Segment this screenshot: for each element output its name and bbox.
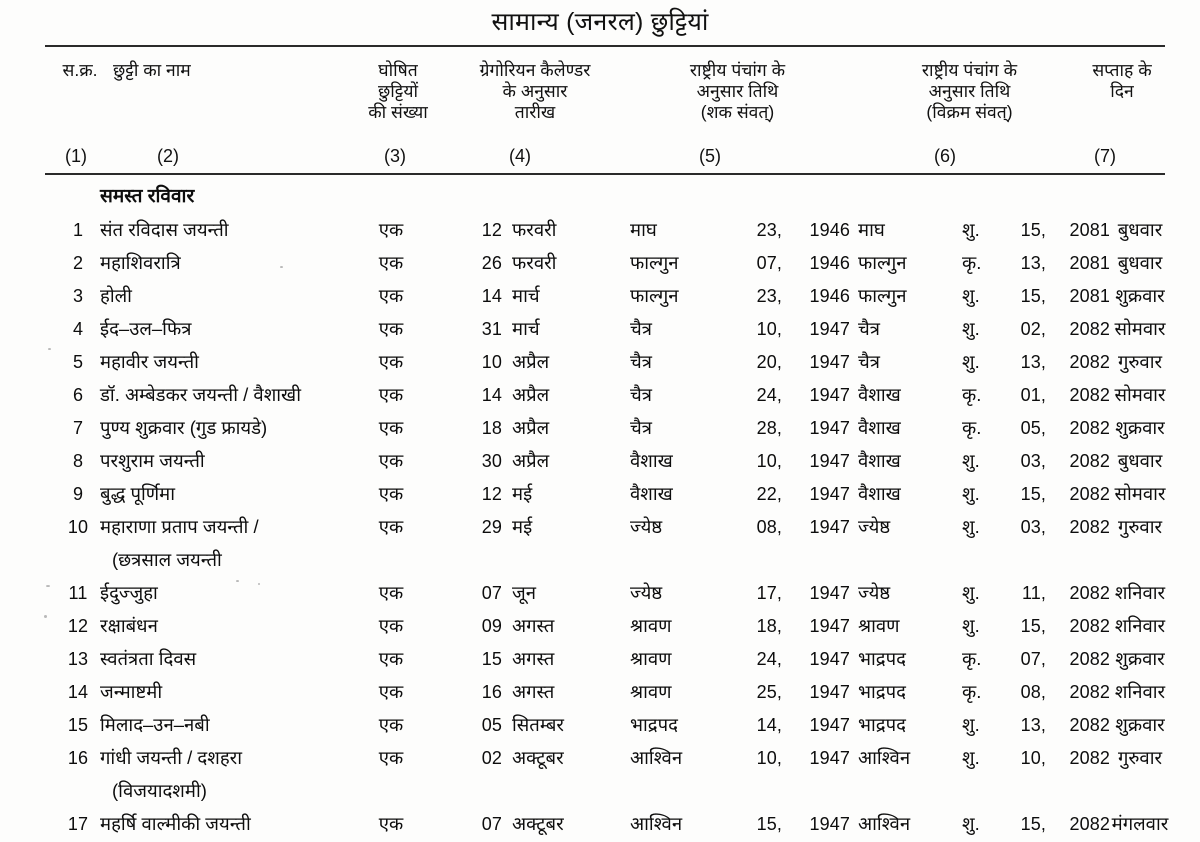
row-vikram-month: माघ [858, 219, 885, 240]
row-shaka-year: 1947 [809, 715, 850, 735]
row-vikram-year: 2082 [1069, 484, 1110, 504]
row-shaka-year: 1947 [809, 748, 850, 768]
row-weekday: मंगलवार [1111, 813, 1169, 834]
table-row [0, 314, 1200, 347]
table-row [0, 215, 1200, 248]
all-sundays-label: समस्त रविवार [100, 186, 195, 207]
row-vikram-month: ज्येष्ठ [858, 516, 891, 537]
row-shaka-month: ज्येष्ठ [630, 516, 663, 537]
row-gregorian-month: अप्रैल [512, 384, 550, 405]
row-shaka-tithi: 10, [756, 451, 782, 471]
row-vikram-year: 2082 [1069, 814, 1110, 834]
table-row [0, 281, 1200, 314]
row-shaka-year: 1947 [809, 385, 850, 405]
row-gregorian-day: 14 [481, 385, 502, 405]
table-row-all-sundays [0, 182, 1200, 215]
row-vikram-tithi: 13, [1020, 715, 1046, 735]
table-row [0, 248, 1200, 281]
row-shaka-year: 1947 [809, 484, 850, 504]
row-gregorian-month: अप्रैल [512, 351, 550, 372]
row-weekday: शनिवार [1114, 681, 1166, 702]
row-weekday: शुक्रवार [1115, 714, 1165, 735]
row-gregorian-day: 05 [481, 715, 502, 735]
row-serial-number: 16 [67, 748, 89, 768]
row-vikram-paksha: कृ. [962, 681, 982, 702]
row-vikram-tithi: 15, [1020, 484, 1046, 504]
row-vikram-month: भाद्रपद [858, 714, 906, 735]
row-serial-number: 4 [72, 319, 84, 339]
row-vikram-paksha: कृ. [962, 252, 982, 273]
column-header-shaka-samvat [630, 60, 845, 123]
column-index-5: (5) [699, 146, 721, 166]
table-row [0, 809, 1200, 842]
row-weekday: शुक्रवार [1115, 648, 1165, 669]
row-declared-count: एक [378, 483, 404, 504]
row-shaka-tithi: 14, [756, 715, 782, 735]
row-vikram-year: 2082 [1069, 352, 1110, 372]
column-header-vikram-samvat [862, 60, 1077, 123]
row-gregorian-day: 02 [481, 748, 502, 768]
row-serial-number: 14 [67, 682, 89, 702]
row-serial-number: 11 [68, 583, 88, 603]
column-header-holiday-name-line1: छुट्टी का नाम [113, 60, 191, 80]
row-gregorian-day: 10 [481, 352, 502, 372]
row-declared-count: एक [378, 252, 404, 273]
row-shaka-year: 1947 [809, 517, 850, 537]
row-shaka-tithi: 10, [756, 748, 782, 768]
row-serial-number: 10 [67, 517, 89, 537]
table-row [0, 347, 1200, 380]
row-vikram-year: 2081 [1069, 286, 1110, 306]
row-vikram-month: श्रावण [858, 615, 900, 636]
row-shaka-tithi: 24, [756, 649, 782, 669]
row-vikram-tithi: 13, [1020, 253, 1046, 273]
row-weekday: बुधवार [1117, 219, 1163, 240]
row-gregorian-month: मई [512, 516, 533, 537]
row-vikram-month: चैत्र [858, 351, 880, 372]
row-gregorian-month: जून [512, 582, 536, 603]
row-shaka-year: 1947 [809, 814, 850, 834]
table-row [0, 611, 1200, 644]
table-row [0, 644, 1200, 677]
row-shaka-tithi: 28, [756, 418, 782, 438]
table-row [0, 479, 1200, 512]
column-index-3: (3) [384, 146, 406, 166]
row-gregorian-month: अप्रैल [512, 417, 550, 438]
row-shaka-year: 1947 [809, 319, 850, 339]
row-holiday-name: संत रविदास जयन्ती [100, 219, 229, 240]
row-shaka-month: श्रावण [630, 648, 672, 669]
row-shaka-month: आश्विन [630, 747, 683, 768]
row-vikram-month: आश्विन [858, 747, 911, 768]
row-vikram-paksha: शु. [962, 615, 980, 636]
column-index-6: (6) [934, 146, 956, 166]
row-declared-count: एक [378, 813, 404, 834]
row-gregorian-day: 31 [481, 319, 502, 339]
row-declared-count: एक [378, 615, 404, 636]
row-gregorian-day: 15 [481, 649, 502, 669]
column-header-holiday-name [113, 60, 333, 81]
row-vikram-paksha: शु. [962, 747, 980, 768]
table-row [0, 710, 1200, 743]
row-vikram-tithi: 10, [1020, 748, 1046, 768]
row-gregorian-month: अगस्त [512, 615, 555, 636]
row-gregorian-month: अगस्त [512, 681, 555, 702]
row-declared-count: एक [378, 417, 404, 438]
row-shaka-month: भाद्रपद [630, 714, 678, 735]
row-declared-count: एक [378, 714, 404, 735]
row-shaka-tithi: 24, [756, 385, 782, 405]
row-serial-number: 12 [67, 616, 89, 636]
row-gregorian-day: 29 [481, 517, 502, 537]
row-vikram-tithi: 03, [1020, 517, 1046, 537]
row-vikram-tithi: 01, [1020, 385, 1046, 405]
row-shaka-tithi: 15, [756, 814, 782, 834]
table-row-continuation [0, 545, 1200, 578]
row-vikram-tithi: 11, [1022, 583, 1046, 603]
table-row-continuation [0, 776, 1200, 809]
row-weekday: सोमवार [1114, 483, 1166, 504]
row-gregorian-day: 07 [481, 814, 502, 834]
row-weekday: शुक्रवार [1115, 285, 1165, 306]
row-gregorian-day: 26 [481, 253, 502, 273]
column-header-gregorian-line3: तारीख [514, 102, 556, 122]
table-body [0, 182, 1200, 842]
row-serial-number: 15 [67, 715, 89, 735]
row-vikram-tithi: 08, [1020, 682, 1046, 702]
column-header-weekday-line1: सप्ताह के [1092, 60, 1152, 80]
row-shaka-tithi: 10, [756, 319, 782, 339]
row-weekday: शनिवार [1114, 582, 1166, 603]
row-vikram-tithi: 02, [1020, 319, 1046, 339]
row-gregorian-month: अक्टूबर [512, 813, 564, 834]
table-row [0, 413, 1200, 446]
page-title: सामान्य (जनरल) छुट्टियां [491, 8, 709, 36]
row-gregorian-month: सितम्बर [512, 714, 564, 735]
row-weekday: गुरुवार [1117, 747, 1163, 768]
row-vikram-month: वैशाख [858, 483, 901, 504]
row-serial-number: 5 [72, 352, 84, 372]
row-declared-count: एक [378, 219, 404, 240]
row-serial-number: 13 [67, 649, 89, 669]
row-serial-number: 8 [72, 451, 84, 471]
row-declared-count: एक [378, 450, 404, 471]
column-index-4: (4) [509, 146, 531, 166]
row-shaka-month: वैशाख [630, 450, 673, 471]
row-vikram-month: ज्येष्ठ [858, 582, 891, 603]
row-vikram-month: फाल्गुन [858, 252, 907, 273]
row-gregorian-day: 09 [481, 616, 502, 636]
row-weekday: बुधवार [1117, 252, 1163, 273]
row-holiday-name: महाराणा प्रताप जयन्ती / [100, 516, 259, 537]
row-vikram-year: 2082 [1069, 715, 1110, 735]
row-vikram-tithi: 13, [1020, 352, 1046, 372]
row-vikram-year: 2082 [1069, 616, 1110, 636]
table-top-rule [45, 45, 1165, 47]
row-shaka-year: 1947 [809, 583, 850, 603]
row-vikram-month: वैशाख [858, 417, 901, 438]
table-header-rule [45, 173, 1165, 175]
row-vikram-year: 2082 [1069, 319, 1110, 339]
row-vikram-paksha: शु. [962, 813, 980, 834]
row-holiday-name: डॉ. अम्बेडकर जयन्ती / वैशाखी [100, 384, 301, 405]
row-shaka-month: वैशाख [630, 483, 673, 504]
row-shaka-tithi: 08, [756, 517, 782, 537]
row-serial-number: 3 [72, 286, 84, 306]
row-holiday-name-continued: (छत्रसाल जयन्ती [112, 549, 222, 570]
row-vikram-year: 2082 [1069, 682, 1110, 702]
row-vikram-month: वैशाख [858, 450, 901, 471]
column-header-serial [50, 60, 110, 81]
column-header-shaka-line3: (शक संवत्) [700, 102, 775, 122]
row-weekday: शुक्रवार [1115, 417, 1165, 438]
row-declared-count: एक [378, 681, 404, 702]
row-vikram-year: 2082 [1069, 418, 1110, 438]
row-holiday-name: महर्षि वाल्मीकी जयन्ती [100, 813, 251, 834]
column-index-1: (1) [65, 146, 87, 166]
row-vikram-tithi: 15, [1020, 616, 1046, 636]
row-shaka-month: फाल्गुन [630, 285, 679, 306]
column-header-gregorian-line1: ग्रेगोरियन कैलेण्डर [479, 60, 591, 80]
row-shaka-month: श्रावण [630, 615, 672, 636]
column-header-weekday [1068, 60, 1176, 102]
row-vikram-paksha: शु. [962, 516, 980, 537]
column-header-gregorian-line2: के अनुसार [502, 81, 568, 101]
row-weekday: गुरुवार [1117, 351, 1163, 372]
row-vikram-paksha: कृ. [962, 648, 982, 669]
row-holiday-name: परशुराम जयन्ती [100, 450, 205, 471]
row-vikram-year: 2082 [1069, 451, 1110, 471]
row-vikram-year: 2082 [1069, 649, 1110, 669]
column-header-vikram-line1: राष्ट्रीय पंचांग के [921, 60, 1018, 80]
row-vikram-month: फाल्गुन [858, 285, 907, 306]
row-vikram-year: 2082 [1069, 385, 1110, 405]
row-gregorian-day: 16 [481, 682, 502, 702]
row-serial-number: 17 [67, 814, 89, 834]
column-header-count-line3: की संख्या [368, 102, 428, 122]
row-holiday-name: ईदुज्जुहा [100, 582, 158, 603]
row-gregorian-month: मार्च [512, 318, 540, 339]
row-holiday-name: रक्षाबंधन [100, 615, 158, 636]
table-row [0, 578, 1200, 611]
column-index-7: (7) [1094, 146, 1116, 166]
row-gregorian-month: फरवरी [512, 219, 557, 240]
row-holiday-name: मिलाद–उन–नबी [100, 714, 210, 735]
row-shaka-year: 1946 [809, 286, 850, 306]
table-row [0, 446, 1200, 479]
row-gregorian-day: 30 [481, 451, 502, 471]
column-header-shaka-line1: राष्ट्रीय पंचांग के [689, 60, 786, 80]
column-index-2: (2) [157, 146, 179, 166]
row-weekday: शनिवार [1114, 615, 1166, 636]
row-vikram-month: भाद्रपद [858, 681, 906, 702]
row-holiday-name: पुण्य शुक्रवार (गुड फ्रायडे) [100, 417, 268, 438]
row-vikram-paksha: शु. [962, 318, 980, 339]
row-gregorian-month: अगस्त [512, 648, 555, 669]
row-declared-count: एक [378, 285, 404, 306]
table-row [0, 743, 1200, 776]
row-vikram-year: 2081 [1069, 253, 1110, 273]
row-shaka-month: चैत्र [630, 384, 652, 405]
column-header-weekday-line2: दिन [1110, 81, 1134, 101]
row-holiday-name: महाशिवरात्रि [100, 252, 181, 273]
row-gregorian-month: मार्च [512, 285, 540, 306]
row-vikram-tithi: 07, [1020, 649, 1046, 669]
table-row [0, 677, 1200, 710]
row-vikram-paksha: शु. [962, 714, 980, 735]
row-vikram-paksha: शु. [962, 450, 980, 471]
row-declared-count: एक [378, 648, 404, 669]
row-holiday-name: बुद्ध पूर्णिमा [100, 483, 176, 504]
row-shaka-month: चैत्र [630, 351, 652, 372]
row-holiday-name-continued: (विजयादशमी) [112, 780, 207, 801]
row-shaka-year: 1947 [809, 616, 850, 636]
row-gregorian-day: 12 [481, 484, 502, 504]
row-vikram-tithi: 15, [1020, 286, 1046, 306]
row-shaka-month: माघ [630, 219, 657, 240]
row-shaka-year: 1946 [809, 220, 850, 240]
row-vikram-paksha: शु. [962, 483, 980, 504]
row-vikram-paksha: शु. [962, 219, 980, 240]
row-vikram-month: चैत्र [858, 318, 880, 339]
row-vikram-paksha: शु. [962, 582, 980, 603]
row-weekday: सोमवार [1114, 318, 1166, 339]
row-serial-number: 1 [72, 220, 84, 240]
row-shaka-month: चैत्र [630, 318, 652, 339]
row-holiday-name: महावीर जयन्ती [100, 351, 199, 372]
row-shaka-year: 1947 [809, 682, 850, 702]
row-shaka-year: 1946 [809, 253, 850, 273]
row-shaka-month: श्रावण [630, 681, 672, 702]
row-declared-count: एक [378, 747, 404, 768]
row-vikram-year: 2082 [1069, 583, 1110, 603]
column-header-count-line2: छुट्टियों [377, 81, 419, 101]
row-serial-number: 9 [72, 484, 84, 504]
row-shaka-month: आश्विन [630, 813, 683, 834]
column-header-shaka-line2: अनुसार तिथि [696, 81, 779, 101]
row-gregorian-month: फरवरी [512, 252, 557, 273]
row-shaka-tithi: 17, [756, 583, 782, 603]
row-holiday-name: गांधी जयन्ती / दशहरा [100, 747, 243, 768]
row-serial-number: 2 [72, 253, 84, 273]
column-header-count-line1: घोषित [378, 60, 418, 80]
row-weekday: गुरुवार [1117, 516, 1163, 537]
row-vikram-month: वैशाख [858, 384, 901, 405]
row-gregorian-month: मई [512, 483, 533, 504]
row-vikram-tithi: 03, [1020, 451, 1046, 471]
row-vikram-year: 2081 [1069, 220, 1110, 240]
row-gregorian-day: 18 [481, 418, 502, 438]
table-row [0, 512, 1200, 545]
row-vikram-tithi: 05, [1020, 418, 1046, 438]
row-gregorian-day: 14 [481, 286, 502, 306]
row-shaka-year: 1947 [809, 649, 850, 669]
column-header-declared-count [350, 60, 446, 123]
row-gregorian-day: 12 [481, 220, 502, 240]
row-vikram-tithi: 15, [1020, 220, 1046, 240]
row-vikram-month: भाद्रपद [858, 648, 906, 669]
row-holiday-name: जन्माष्टमी [100, 681, 163, 702]
row-vikram-paksha: शु. [962, 285, 980, 306]
column-header-gregorian-date [440, 60, 630, 123]
row-shaka-tithi: 25, [756, 682, 782, 702]
row-shaka-tithi: 18, [756, 616, 782, 636]
row-vikram-paksha: कृ. [962, 417, 982, 438]
row-shaka-tithi: 23, [756, 220, 782, 240]
row-shaka-month: ज्येष्ठ [630, 582, 663, 603]
row-vikram-month: आश्विन [858, 813, 911, 834]
row-declared-count: एक [378, 318, 404, 339]
row-holiday-name: स्वतंत्रता दिवस [100, 648, 197, 669]
row-holiday-name: ईद–उल–फित्र [100, 318, 192, 339]
row-declared-count: एक [378, 582, 404, 603]
row-gregorian-month: अप्रैल [512, 450, 550, 471]
row-shaka-tithi: 07, [756, 253, 782, 273]
row-declared-count: एक [378, 384, 404, 405]
row-shaka-year: 1947 [809, 418, 850, 438]
row-weekday: सोमवार [1114, 384, 1166, 405]
row-shaka-year: 1947 [809, 451, 850, 471]
row-vikram-year: 2082 [1069, 517, 1110, 537]
row-serial-number: 7 [72, 418, 84, 438]
row-vikram-year: 2082 [1069, 748, 1110, 768]
table-row [0, 380, 1200, 413]
row-shaka-tithi: 22, [756, 484, 782, 504]
row-shaka-month: चैत्र [630, 417, 652, 438]
row-holiday-name: होली [100, 285, 132, 306]
row-shaka-year: 1947 [809, 352, 850, 372]
column-header-vikram-line3: (विक्रम संवत्) [926, 102, 1013, 122]
row-gregorian-day: 07 [481, 583, 502, 603]
row-gregorian-month: अक्टूबर [512, 747, 564, 768]
row-vikram-paksha: कृ. [962, 384, 982, 405]
column-header-vikram-line2: अनुसार तिथि [928, 81, 1011, 101]
row-shaka-tithi: 23, [756, 286, 782, 306]
row-shaka-month: फाल्गुन [630, 252, 679, 273]
row-declared-count: एक [378, 351, 404, 372]
row-vikram-tithi: 15, [1020, 814, 1046, 834]
row-shaka-tithi: 20, [756, 352, 782, 372]
row-vikram-paksha: शु. [962, 351, 980, 372]
row-declared-count: एक [378, 516, 404, 537]
row-weekday: बुधवार [1117, 450, 1163, 471]
column-header-serial-line1: स.क्र. [62, 60, 98, 80]
row-serial-number: 6 [72, 385, 84, 405]
